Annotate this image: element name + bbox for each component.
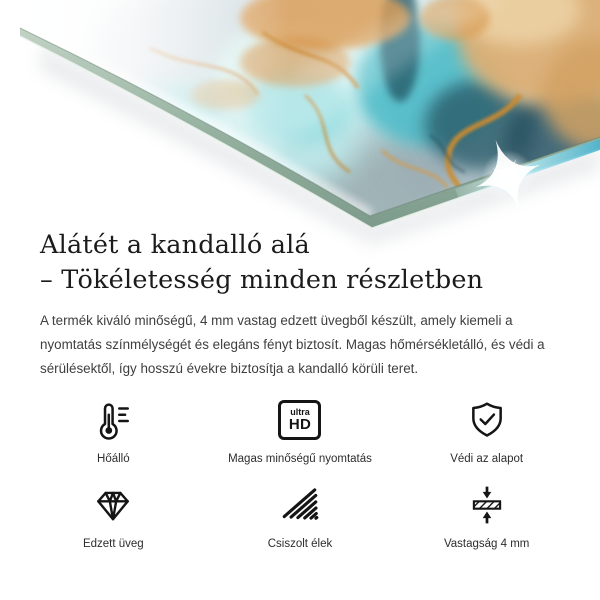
diamond-icon — [92, 482, 134, 528]
ultra-hd-icon — [278, 397, 321, 443]
feature-protects-base — [393, 397, 580, 466]
shield-check-icon — [466, 397, 508, 443]
feature-label: Edzett üveg — [82, 538, 144, 550]
product-glass-photo — [0, 0, 600, 262]
ultra-hd-text-top: ultra — [290, 407, 310, 417]
feature-label: Magas minőségű nyomtatás — [228, 453, 372, 465]
feature-heat-resistant — [20, 397, 207, 466]
page-title — [40, 228, 564, 298]
ultra-hd-text-bottom: HD — [288, 416, 312, 433]
feature-label: Csiszolt élek — [267, 538, 333, 550]
description-block — [40, 228, 564, 394]
feature-label: Védi az alapot — [450, 453, 524, 465]
feature-tempered-glass — [20, 482, 207, 551]
feature-polished-edges — [207, 482, 394, 551]
intro-paragraph: A termék kiváló minőségű, 4 mm vastag edzett üvegből készült, amely kiemeli a nyomtatás színmélységét és elegáns fényt biztosít. Magas hőmérsékletálló, és védi a sérülésektől, így hosszú évekre biztosítja a kandalló körüli teret. — [40, 313, 545, 376]
polished-edges-icon — [279, 482, 321, 528]
thickness-icon — [466, 482, 508, 528]
feature-label: Hőálló — [97, 453, 130, 465]
page-title-line2: – Tökéletesség minden részletben — [40, 265, 484, 295]
feature-print-quality — [207, 397, 394, 466]
page-title-line1: Alátét a kandalló alá — [40, 230, 310, 260]
feature-grid — [20, 397, 580, 551]
glass-panel-illustration — [0, 0, 600, 262]
feature-thickness — [393, 482, 580, 551]
feature-label: Vastagság 4 mm — [443, 538, 530, 550]
marble-print — [0, 0, 600, 250]
thermometer-icon — [92, 397, 134, 443]
